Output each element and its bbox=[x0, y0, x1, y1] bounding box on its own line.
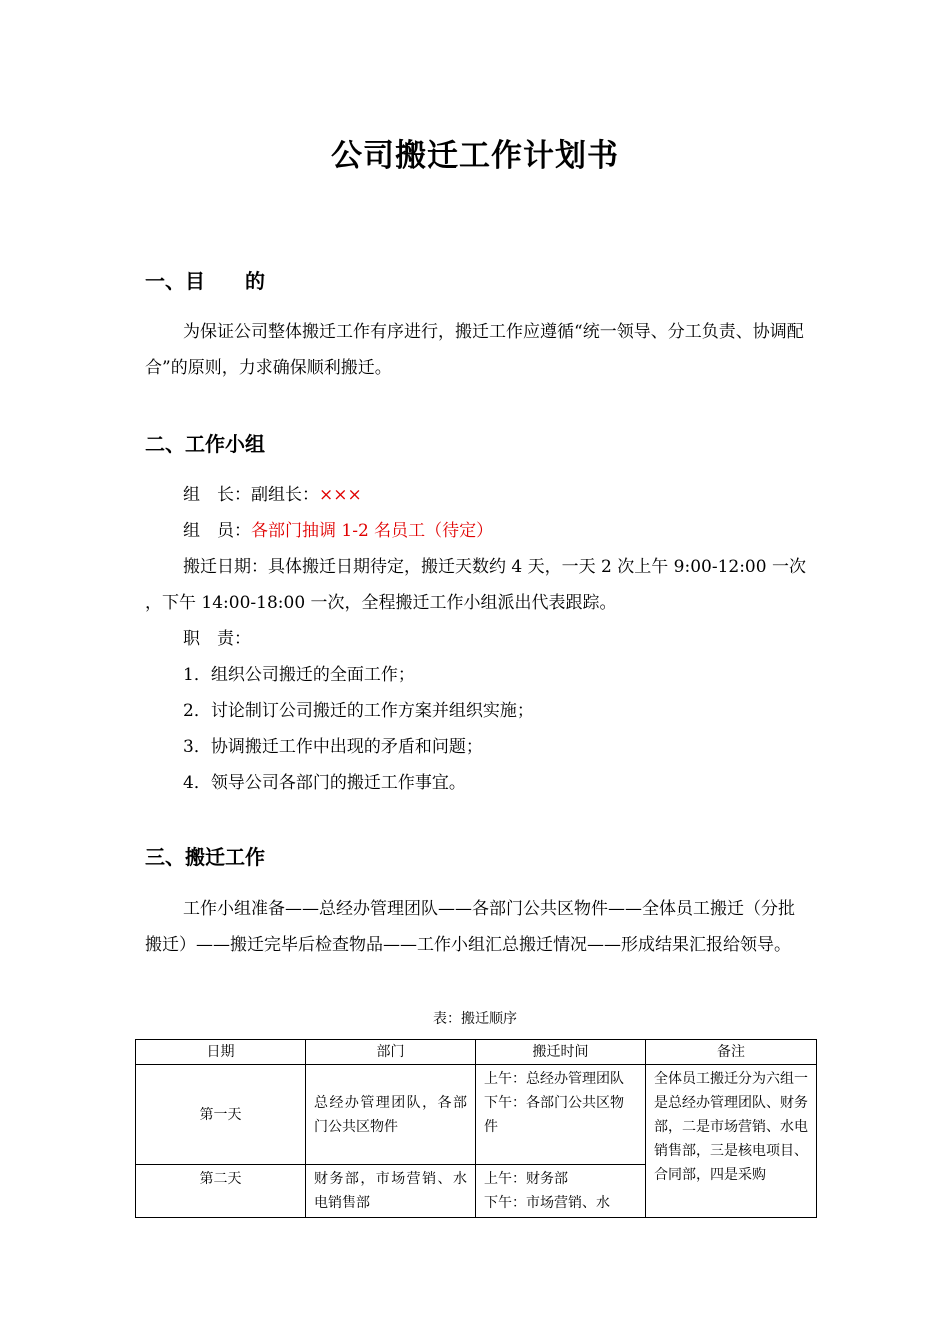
row-move-time: 上午：财务部 下午：市场营销、水 bbox=[476, 1165, 646, 1218]
leader-line bbox=[183, 477, 362, 513]
member-line bbox=[183, 513, 493, 549]
relocation-paragraph: 工作小组准备——总经办管理团队——各部门公共区物件——全体员工搬迁（分批搬迁）——搬迁完毕后检查物品——工作小组汇总搬迁情况——形成结果汇报给领导。 bbox=[145, 899, 795, 955]
document-title: 公司搬迁工作计划书 bbox=[331, 138, 619, 174]
section-heading-workgroup: 二、工作小组 bbox=[145, 432, 265, 456]
header-department: 部门 bbox=[306, 1040, 476, 1065]
member-label: 组 员： bbox=[183, 521, 251, 541]
header-note: 备注 bbox=[646, 1040, 817, 1065]
purpose-paragraph: 为保证公司整体搬迁工作有序进行，搬迁工作应遵循“统一领导、分工负责、协调配合”的原则，力求确保顺利搬迁。 bbox=[145, 322, 804, 378]
section-heading-purpose: 一、目 的 bbox=[145, 269, 265, 293]
relocation-schedule-table bbox=[135, 1039, 817, 1218]
row-move-time: 上午：总经办管理团队 下午：各部门公共区物件 bbox=[476, 1065, 646, 1165]
header-move-time: 搬迁时间 bbox=[476, 1040, 646, 1065]
move-date-paragraph: 搬迁日期：具体搬迁日期待定，搬迁天数约 4 天，一天 2 次上午 9:00-12:00 一次 ，下午 14:00-18:00 一次，全程搬迁工作小组派出代表跟踪。 bbox=[145, 557, 806, 613]
leader-label: 组 长：副组长： bbox=[183, 485, 319, 505]
leader-value: ××× bbox=[319, 485, 362, 505]
table-row bbox=[136, 1065, 817, 1165]
row-date: 第二天 bbox=[136, 1165, 306, 1218]
duty-item: 1．组织公司搬迁的全面工作； bbox=[183, 665, 415, 685]
row-date: 第一天 bbox=[136, 1065, 306, 1165]
row-department: 财务部，市场营销、水电销售部 bbox=[306, 1165, 476, 1218]
section-heading-relocation: 三、搬迁工作 bbox=[145, 845, 265, 869]
row-note: 全体员工搬迁分为六组一是总经办管理团队、财务部，二是市场营销、水电销售部，三是核电项目、合同部，四是采购 bbox=[646, 1065, 817, 1218]
header-date: 日期 bbox=[136, 1040, 306, 1065]
row-department: 总经办管理团队，各部门公共区物件 bbox=[306, 1065, 476, 1165]
duty-item: 2．讨论制订公司搬迁的工作方案并组织实施； bbox=[183, 701, 534, 721]
member-value: 各部门抽调 1-2 名员工（待定） bbox=[251, 521, 494, 541]
duty-item: 3．协调搬迁工作中出现的矛盾和问题； bbox=[183, 737, 483, 757]
table-header-row bbox=[136, 1040, 817, 1065]
duty-label: 职 责： bbox=[183, 629, 251, 649]
table-caption: 表：搬迁顺序 bbox=[433, 1011, 517, 1027]
duty-item: 4．领导公司各部门的搬迁工作事宜。 bbox=[183, 773, 466, 793]
